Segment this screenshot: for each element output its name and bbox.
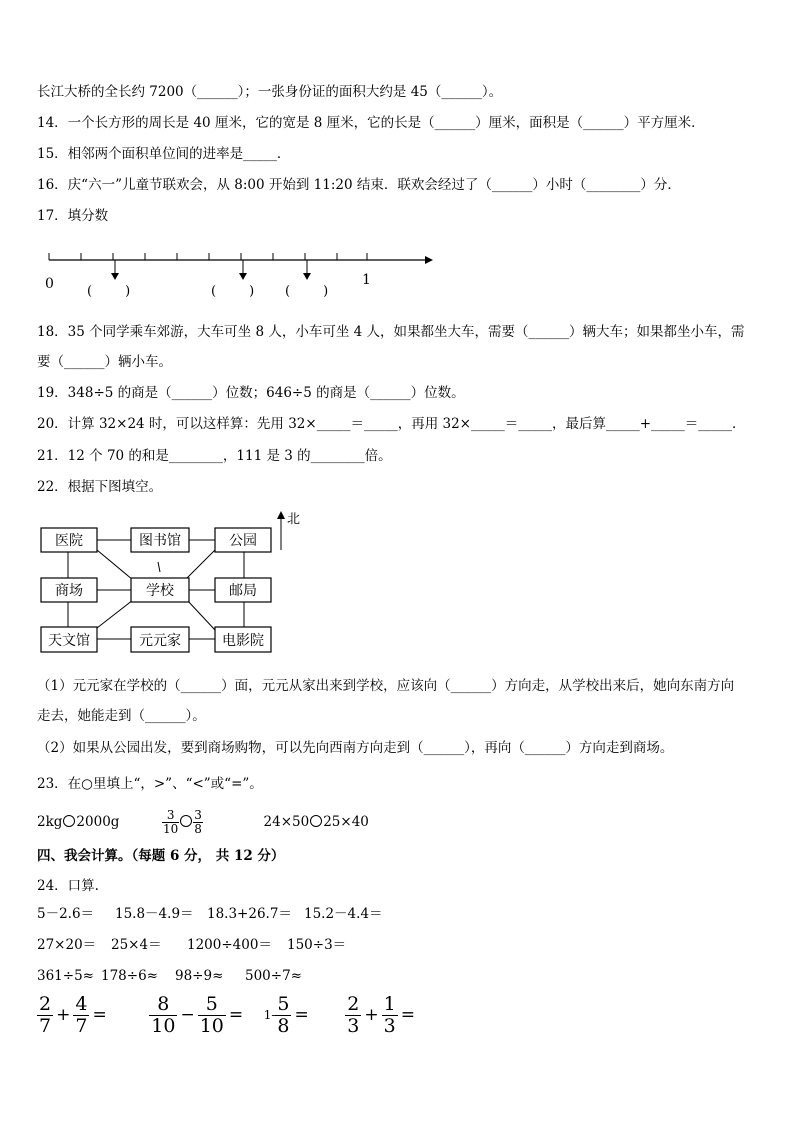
- question-24: 24．口算.: [37, 878, 99, 894]
- section-four-heading: 四、我会计算。（每题 6 分， 共 12 分）: [37, 848, 285, 864]
- oral-row-2: [37, 935, 346, 955]
- label-hospital: 医院: [55, 533, 83, 549]
- question-22-1-line-2: 走去，她能走到（______）。: [37, 708, 206, 724]
- north-label: 北: [287, 512, 301, 527]
- number-line-blank-1[interactable]: ( ): [87, 284, 131, 299]
- oral-item: 5－2.6＝: [37, 906, 95, 922]
- number-line: [37, 240, 457, 302]
- question-22-1-line-1: （1）元元家在学校的（______）面，元元从家出来到学校，应该向（______）方向走，从学校出来后，她向东南方向: [37, 678, 735, 694]
- question-18-line-1: 18．35 个同学乘车郊游，大车可坐 8 人，小车可坐 4 人，如果都坐大车，需要（______）辆大车；如果都坐小车，需: [37, 324, 745, 340]
- oral-row-1: [37, 904, 383, 924]
- compare-3-right: 25×40: [323, 814, 369, 830]
- label-observatory: 天文馆: [48, 633, 90, 649]
- oral-item: 500÷7≈: [245, 968, 302, 984]
- label-park: 公园: [229, 533, 257, 549]
- fraction-expr-3: 1- $\frac{5}{8}$ =: [263, 992, 309, 1037]
- comparison-row: [37, 808, 369, 836]
- question-22-2: （2）如果从公园出发，要到商场购物，可以先向西南方向走到（______），再向（______）方向走到商场。: [37, 740, 674, 756]
- question-23: 23．在○里填上“，>”、“<”或“=”。: [37, 776, 263, 792]
- question-13-tail: 长江大桥的全长约 7200（______）；一张身份证的面积大约是 45（______）。: [37, 84, 503, 100]
- question-21: 21．12 个 70 的和是________，111 是 3 的________倍。: [37, 448, 392, 464]
- compare-1-right: 2000g: [76, 814, 120, 830]
- question-20: 20．计算 32×24 时，可以这样算：先用 32×_____＝_____，再用 32×_____＝_____，最后算_____+_____＝_____．: [37, 416, 746, 432]
- question-19: 19．348÷5 的商是（______）位数；646÷5 的商是（______）位数。: [37, 385, 465, 401]
- fraction-row: [37, 990, 418, 1039]
- question-18-line-2: 要（______）辆小车。: [37, 354, 172, 370]
- number-line-one: 1: [362, 272, 371, 288]
- label-cinema: 电影院: [222, 633, 264, 649]
- compare-circle-3[interactable]: [310, 815, 322, 827]
- oral-item: 25×4＝: [111, 937, 162, 953]
- oral-item: 361÷5≈: [37, 968, 94, 984]
- compare-3-left: 24×50: [263, 814, 310, 830]
- oral-row-3: [37, 966, 302, 986]
- fraction-expr-1: $\frac{2}{7}$ + $\frac{4}{7}$ =: [39, 992, 107, 1037]
- number-line-blank-3[interactable]: ( ): [285, 284, 329, 299]
- label-library: 图书馆: [139, 533, 181, 549]
- question-16: 16．庆“六一”儿童节联欢会，从 8:00 开始到 11:20 结束．联欢会经过了（______）小时（________）分．: [37, 177, 681, 193]
- fraction-3-8: $\frac{3}{8}$: [194, 808, 202, 836]
- label-home: 元元家: [139, 633, 181, 649]
- label-school: 学校: [146, 583, 174, 599]
- compare-circle-1[interactable]: [63, 815, 75, 827]
- oral-item: 15.8－4.9＝: [115, 906, 194, 922]
- oral-item: 150÷3＝: [287, 937, 347, 953]
- oral-item: 18.3+26.7＝: [207, 906, 292, 922]
- label-post: 邮局: [229, 583, 257, 599]
- compare-circle-2[interactable]: [180, 815, 192, 827]
- question-17: 17．填分数: [37, 208, 109, 224]
- oral-item: 178÷6≈: [101, 968, 158, 984]
- location-map: [37, 508, 327, 658]
- oral-item: 15.2－4.4＝: [304, 906, 383, 922]
- number-line-zero: 0: [45, 276, 54, 292]
- number-line-blank-2[interactable]: ( ): [211, 284, 255, 299]
- oral-item: 98÷9≈: [175, 968, 224, 984]
- fraction-expr-4: $\frac{2}{3}$ + $\frac{1}{3}$ =: [347, 992, 415, 1037]
- compare-1-left: 2kg: [37, 814, 63, 830]
- fraction-3-10: $\frac{3}{10}$: [163, 808, 179, 836]
- oral-item: 1200÷400＝: [187, 937, 272, 953]
- question-14: 14．一个长方形的周长是 40 厘米，它的宽是 8 厘米，它的长是（______）厘米，面积是（______）平方厘米．: [37, 115, 705, 131]
- question-15: 15．相邻两个面积单位间的进率是_____．: [37, 146, 291, 162]
- label-mall: 商场: [55, 583, 83, 599]
- fraction-expr-2: $\frac{8}{10}$ − $\frac{5}{10}$ =: [151, 992, 244, 1037]
- oral-item: 27×20＝: [37, 937, 97, 953]
- question-22: 22．根据下图填空。: [37, 479, 163, 495]
